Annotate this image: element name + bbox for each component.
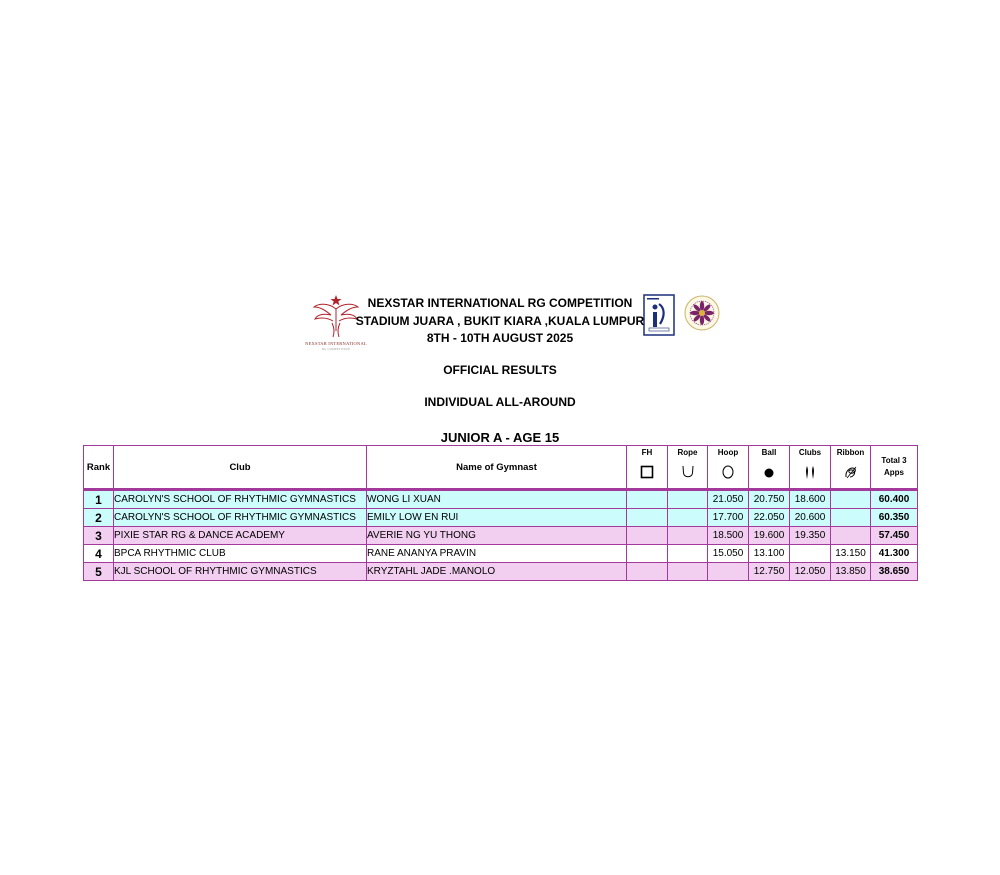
club-cell: CAROLYN'S SCHOOL OF RHYTHMIC GYMNASTICS [114,509,367,527]
ribbon-icon [844,464,858,480]
total-score-cell: 60.400 [871,490,918,509]
fh-score-cell [627,527,668,545]
logo-left-subtext: RG COMPETITION [321,347,351,351]
fh-header [627,446,668,490]
total-score-cell: 57.450 [871,527,918,545]
gymnast-name-cell: AVERIE NG YU THONG [367,527,627,545]
ball-score-cell: 19.600 [749,527,790,545]
rope-score-cell [668,545,708,563]
venue: STADIUM JUARA , BUKIT KIARA ,KUALA LUMPUR [355,314,645,328]
rope-score-cell [668,527,708,545]
competition-title: NEXSTAR INTERNATIONAL RG COMPETITION [367,296,633,310]
results-table [83,445,918,581]
table-row [84,509,918,527]
ball-score-cell: 22.050 [749,509,790,527]
fh-score-cell [627,563,668,581]
clubs-label: Clubs [798,448,822,457]
fh-score-cell [627,545,668,563]
rope-icon [681,464,695,480]
table-row [84,545,918,563]
ribbon-label: Ribbon [836,448,865,457]
table-row [84,563,918,581]
total-score-cell: 60.350 [871,509,918,527]
logo-left-text: NEXSTAR INTERNATIONAL [305,341,367,346]
ribbon-score-cell [831,490,871,509]
table-row [84,527,918,545]
ribbon-score-cell: 13.850 [831,563,871,581]
ball-icon [762,464,776,480]
clubs-score-cell: 18.600 [790,490,831,509]
club-cell: KJL SCHOOL OF RHYTHMIC GYMNASTICS [114,563,367,581]
square-icon [640,464,654,480]
dates: 8TH - 10TH AUGUST 2025 [426,331,574,345]
ball-score-cell: 13.100 [749,545,790,563]
hoop-score-cell [708,563,749,581]
rank-header: Rank [84,446,114,490]
results-body [84,490,918,581]
rank-cell: 4 [84,545,114,563]
clubs-score-cell: 20.600 [790,509,831,527]
ball-label: Ball [761,448,777,457]
clubs-score-cell: 19.350 [790,527,831,545]
clubs-score-cell: 12.050 [790,563,831,581]
table-row [84,490,918,509]
seal-lotus-icon [683,293,721,333]
ribbon-header [831,446,871,490]
rope-header [668,446,708,490]
gymnast-name-cell: EMILY LOW EN RUI [367,509,627,527]
clubs-score-cell [790,545,831,563]
ribbon-score-cell [831,527,871,545]
total-score-cell: 38.650 [871,563,918,581]
event-heading: INDIVIDUAL ALL-AROUND [424,395,576,409]
rank-cell: 3 [84,527,114,545]
total-label-line1: Total 3 [881,456,907,465]
gymnast-name-cell: RANE ANANYA PRAVIN [367,545,627,563]
total-label-line2: Apps [884,468,904,477]
club-header: Club [114,446,367,490]
rank-cell: 1 [84,490,114,509]
hoop-score-cell: 21.050 [708,490,749,509]
header-row [84,446,918,490]
ribbon-score-cell: 13.150 [831,545,871,563]
official-results-heading: OFFICIAL RESULTS [443,363,557,377]
hoop-score-cell: 15.050 [708,545,749,563]
clubs-header [790,446,831,490]
hoop-label: Hoop [717,448,739,457]
total-score-cell: 41.300 [871,545,918,563]
total-header [871,446,918,490]
ball-header [749,446,790,490]
hoop-header [708,446,749,490]
fh-score-cell [627,490,668,509]
fh-score-cell [627,509,668,527]
clubs-icon [803,464,817,480]
hoop-score-cell: 17.700 [708,509,749,527]
ball-score-cell: 12.750 [749,563,790,581]
club-cell: CAROLYN'S SCHOOL OF RHYTHMIC GYMNASTICS [114,490,367,509]
hoop-score-cell: 18.500 [708,527,749,545]
rope-label: Rope [677,448,698,457]
ribbon-score-cell [831,509,871,527]
club-cell: PIXIE STAR RG & DANCE ACADEMY [114,527,367,545]
gymnast-name-cell: KRYZTAHL JADE .MANOLO [367,563,627,581]
club-cell: BPCA RHYTHMIC CLUB [114,545,367,563]
rope-score-cell [668,490,708,509]
fh-label: FH [641,448,653,457]
rope-score-cell [668,509,708,527]
seal-logo [683,293,721,333]
gymnast-name-header: Name of Gymnast [367,446,627,490]
ball-score-cell: 20.750 [749,490,790,509]
hoop-icon [721,464,735,480]
rank-cell: 2 [84,509,114,527]
rank-cell: 5 [84,563,114,581]
gymnast-name-cell: WONG LI XUAN [367,490,627,509]
rope-score-cell [668,563,708,581]
category-heading: JUNIOR A - AGE 15 [440,430,560,445]
